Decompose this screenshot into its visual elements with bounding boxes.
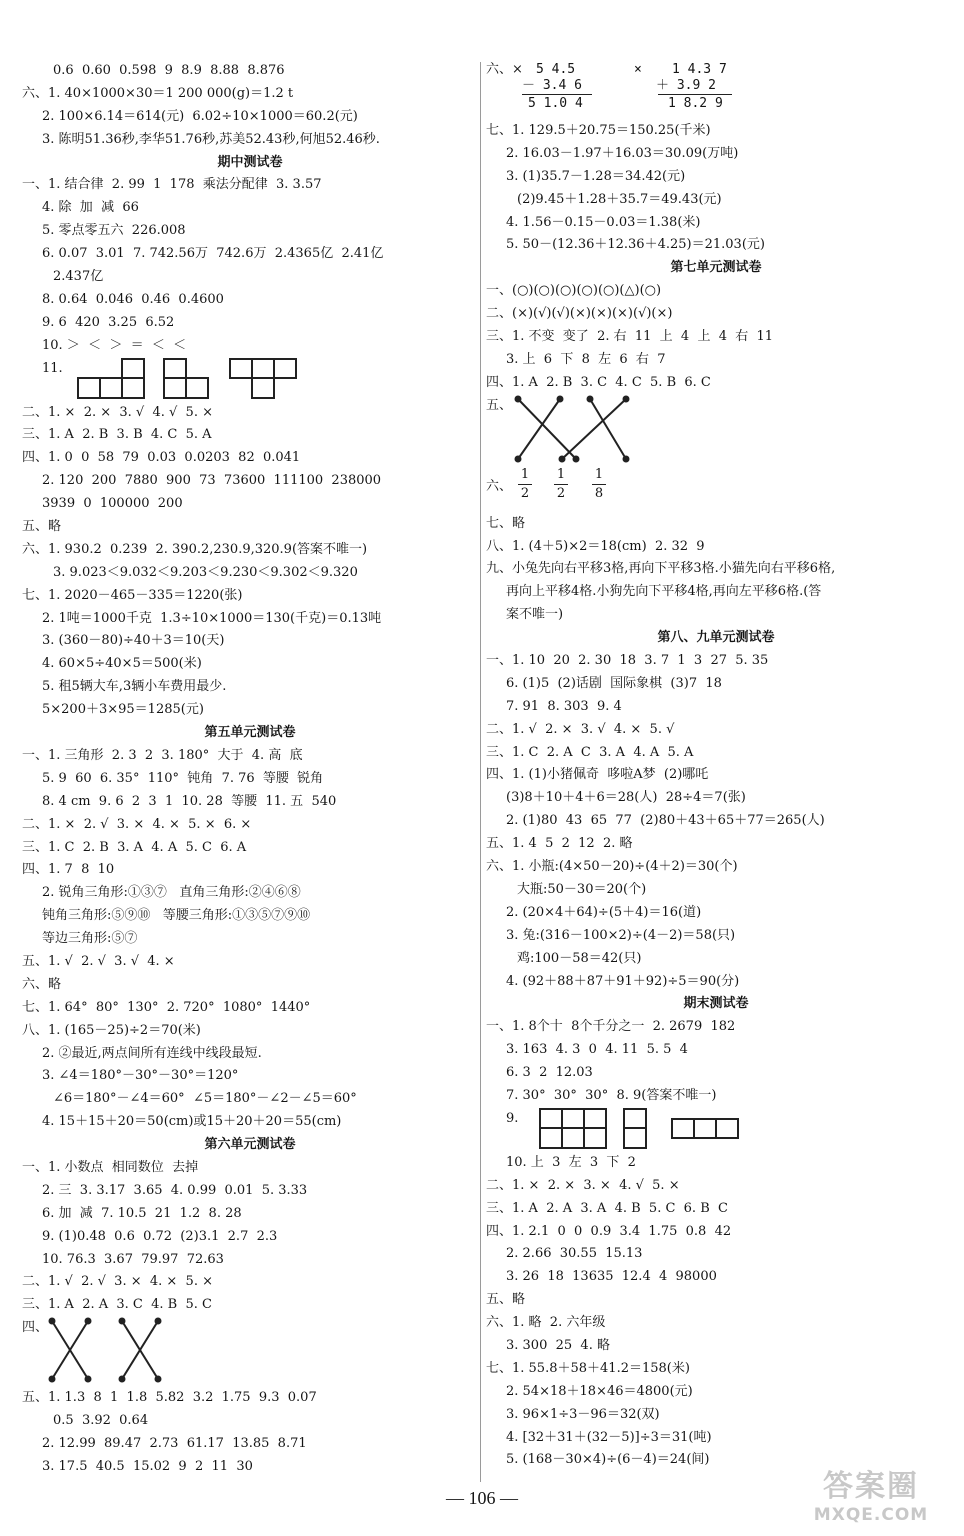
answer-line: 二、1. × 2. √ 3. × 4. × 5. × 6. ×: [22, 816, 252, 832]
fraction-denominator: 2: [520, 485, 530, 501]
calc-a-line2: － 3.4 6: [522, 78, 582, 93]
matching-lines-figure: [486, 395, 946, 465]
answer-line: 七、1. 64° 80° 130° 2. 720° 1080° 1440°: [22, 999, 311, 1015]
answer-line: 4. (92＋88＋87＋91＋92)÷5＝90(分): [506, 973, 740, 989]
fraction-3: [592, 467, 606, 502]
page-number: — 106 —: [446, 1488, 518, 1508]
answer-line: ∠6＝180°－∠4＝60° ∠5＝180°－∠2－∠5＝60°: [53, 1091, 357, 1107]
answer-line: 九、小兔先向右平移3格,再向下平移3格.小猫先向右平移6格,: [486, 561, 836, 577]
answer-line: 二、1. √ 2. √ 3. × 4. × 5. ×: [22, 1274, 213, 1290]
answer-line: 2. (1)80 43 65 77 (2)80＋43＋65＋77＝265(人): [506, 813, 825, 829]
answer-line: 鸡:100－58＝42(只): [517, 950, 642, 966]
answer-line: 10. ＞ ＜ ＞ ＝ ＜ ＜: [42, 337, 187, 353]
answer-line: 2. 三 3. 3.17 3.65 4. 0.99 0.01 5. 3.33: [42, 1182, 308, 1198]
figure-label: 六、: [486, 478, 513, 494]
answer-line: 二、1. × 2. × 3. √ 4. √ 5. ×: [22, 404, 213, 420]
answer-line: 6. 0.07 3.01 7. 742.56万 742.6万 2.4365亿 2.41亿: [42, 246, 384, 262]
fraction-numerator: 1: [520, 466, 530, 482]
calc-b-line2: ＋ 3.9 2: [656, 78, 716, 93]
answer-line: 6. (1)5 (2)话剧 国际象棋 (3)7 18: [506, 675, 722, 691]
answer-line: 9. 6 420 3.25 6.52: [42, 314, 175, 330]
answer-line: 3. 兔:(316－100×2)÷(4－2)＝58(只): [506, 927, 736, 943]
answer-line: 五、略: [486, 1292, 526, 1308]
answer-line: 3. (360－80)÷40＋3＝10(天): [42, 633, 225, 649]
answer-line: 3. ∠4＝180°－30°－30°＝120°: [42, 1068, 239, 1084]
answer-line: 2. 12.99 89.47 2.73 61.17 13.85 8.71: [42, 1435, 307, 1451]
answer-line: 五、1. √ 2. √ 3. √ 4. ×: [22, 953, 175, 969]
matching-lines-figure: [22, 1317, 478, 1387]
answer-line: 8. 0.64 0.046 0.46 0.4600: [42, 291, 224, 307]
vertical-calculation: [486, 60, 946, 120]
answer-line: 五、1. 1.3 8 1 1.8 5.82 3.2 1.75 9.3 0.07: [22, 1390, 317, 1406]
answer-line: 3. 陈明51.36秒,李华51.76秒,苏美52.43秒,何旭52.46秒.: [42, 131, 380, 147]
answer-line: 7. 30° 30° 30° 8. 9(答案不唯一): [506, 1087, 717, 1103]
view-figure-3: [670, 1108, 742, 1150]
answer-line: 三、1. C 2. B 3. A 4. A 5. C 6. A: [22, 839, 247, 855]
fraction-2: [554, 467, 568, 502]
answer-line: 2. 16.03－1.97＋16.03＝30.09(万吨): [506, 145, 739, 161]
answer-line: 一、1. 三角形 2. 3 2 3. 180° 大于 4. 高 底: [22, 747, 303, 763]
calc-b-line3: 1 8.2 9: [668, 96, 723, 111]
view-figure-3: [228, 358, 300, 400]
answer-line: 大瓶:50－30＝20(个): [517, 881, 647, 897]
answer-line: 2. ②最近,两点间所有连线中线段最短.: [42, 1045, 262, 1061]
answer-line: 5. 租5辆大车,3辆小车费用最少.: [42, 679, 227, 695]
calc-a-line1: 5 4.5: [536, 62, 576, 77]
answer-line: 5. 9 60 6. 35° 110° 钝角 7. 76 等腰 锐角: [42, 770, 324, 786]
section-heading-unit5: 第五单元测试卷: [204, 725, 296, 741]
answer-line: 二、(×)(√)(√)(×)(×)(×)(√)(×): [486, 306, 673, 322]
answer-line: 2. 54×18＋18×46＝4800(元): [506, 1383, 693, 1399]
answer-line: 等边三角形:⑤⑦: [42, 931, 138, 947]
answer-line: 七、略: [486, 515, 526, 531]
answer-line: 三、1. C 2. A C 3. A 4. A 5. A: [486, 744, 694, 760]
answer-line: 三、1. A 2. A 3. A 4. B 5. C 6. B C: [486, 1200, 728, 1216]
crossing-lines-diagram: [44, 1317, 184, 1385]
answer-line: 3. 96×1÷3－96＝32(双): [506, 1406, 660, 1422]
cube-view-figures: [486, 1108, 946, 1152]
answer-line: 3. 300 25 4. 略: [506, 1337, 610, 1353]
answer-line: 5. 零点零五六 226.008: [42, 223, 186, 239]
left-column: [22, 60, 478, 1479]
answer-line: (3)8＋10＋4＋6＝28(人) 28÷4＝7(张): [506, 790, 746, 806]
answer-line: 2.437亿: [53, 269, 104, 285]
section-heading-unit7: 第七单元测试卷: [670, 260, 762, 276]
answer-line: 3. 26 18 13635 12.4 4 98000: [506, 1269, 717, 1285]
crossing-lines-diagram: [510, 395, 640, 465]
answer-line: 三、1. 不变 变了 2. 右 11 上 4 上 4 右 11: [486, 329, 774, 345]
calc-b-line1: 1 4.3 7: [672, 62, 727, 77]
answer-line: 0.6 0.60 0.598 9 8.9 8.88 8.876: [53, 63, 285, 78]
answer-line: 3. 9.023＜9.032＜9.203＜9.230＜9.302＜9.320: [53, 564, 358, 580]
right-column: [486, 60, 946, 1472]
answer-line: 3. 163 4. 3 0 4. 11 5. 5 4: [506, 1042, 688, 1058]
view-figure-2: [622, 1108, 648, 1150]
answer-line: 3. 上 6 下 8 左 6 右 7: [506, 351, 666, 367]
section-heading-unit6: 第六单元测试卷: [204, 1137, 296, 1153]
answer-line: 五、1. 4 5 2 12 2. 略: [486, 836, 633, 852]
answer-line: 一、1. 结合律 2. 99 1 178 乘法分配律 3. 3.57: [22, 177, 322, 193]
answer-line: 2. 100×6.14＝614(元) 6.02÷10×1000＝60.2(元): [42, 108, 358, 124]
answer-line: 六、1. 略 2. 六年级: [486, 1315, 606, 1331]
answer-line: (2)9.45＋1.28＋35.7＝49.43(元): [517, 191, 722, 207]
answer-line: 3. (1)35.7－1.28＝34.42(元): [506, 168, 686, 184]
answer-line: 七、1. 55.8＋58＋41.2＝158(米): [486, 1360, 690, 1376]
cube-view-figures: [22, 358, 478, 402]
answer-line: 6. 3 2 12.03: [506, 1065, 593, 1081]
figure-label: 四、: [22, 1320, 49, 1336]
answer-line: 10. 76.3 3.67 79.97 72.63: [42, 1251, 224, 1267]
answer-line: 10. 上 3 左 3 下 2: [506, 1154, 636, 1170]
vertical-label: 六、×: [486, 62, 523, 77]
figure-label: 五、: [486, 397, 513, 413]
section-heading-midterm: 期中测试卷: [217, 154, 283, 170]
answer-line: 2. 锐角三角形:①③⑦ 直角三角形:②④⑥⑧: [42, 885, 301, 901]
answer-line: 五、略: [22, 519, 62, 535]
fraction-denominator: 8: [594, 485, 604, 501]
answer-line: 一、1. 8个十 8个千分之一 2. 2679 182: [486, 1019, 736, 1035]
calc-b-mark: ×: [634, 62, 642, 77]
figure-label: 11.: [42, 360, 63, 376]
answer-line: 6. 加 减 7. 10.5 21 1.2 8. 28: [42, 1205, 242, 1221]
section-heading-unit89: 第八、九单元测试卷: [657, 630, 775, 646]
answer-line: 二、1. × 2. × 3. × 4. √ 5. ×: [486, 1177, 680, 1193]
answer-line: 六、1. 930.2 0.239 2. 390.2,230.9,320.9(答案不唯一): [22, 541, 368, 557]
column-divider: [480, 62, 481, 1482]
answer-line: 八、1. (165－25)÷2＝70(米): [22, 1022, 201, 1038]
fraction-numerator: 1: [556, 466, 566, 482]
answer-line: 0.5 3.92 0.64: [53, 1413, 149, 1429]
answer-line: 一、1. 小数点 相同数位 去掉: [22, 1159, 199, 1175]
answer-line: 3939 0 100000 200: [42, 496, 183, 512]
answer-line: 六、1. 40×1000×30＝1 200 000(g)＝1.2 t: [22, 85, 294, 101]
answer-line: 四、1. (1)小猪佩奇 哆啦A梦 (2)哪吒: [486, 767, 709, 783]
figure-label: 9.: [506, 1110, 519, 1126]
answer-line: 4. 1.56－0.15－0.03＝1.38(米): [506, 214, 701, 230]
answer-line: 案不唯一): [506, 607, 564, 623]
answer-line: 四、1. A 2. B 3. C 4. C 5. B 6. C: [486, 374, 711, 390]
answer-line: 7. 91 8. 303 9. 4: [506, 698, 622, 714]
answer-line: 8. 4 cm 9. 6 2 3 1 10. 28 等腰 11. 五 540: [42, 793, 337, 809]
answer-line: 七、1. 129.5＋20.75＝150.25(千米): [486, 123, 711, 138]
answer-line: 2. 2.66 30.55 15.13: [506, 1246, 643, 1262]
view-figure-1: [538, 1108, 610, 1150]
answer-line: 二、1. √ 2. × 3. √ 4. × 5. √: [486, 721, 675, 737]
answer-line: 一、(○)(○)(○)(○)(○)(△)(○): [486, 283, 662, 299]
answer-line: 三、1. A 2. A 3. C 4. B 5. C: [22, 1297, 212, 1313]
view-figure-1: [76, 358, 148, 400]
answer-line: 六、1. 小瓶:(4×50－20)÷(4＋2)＝30(个): [486, 859, 738, 875]
calc-b-rule: [658, 94, 732, 95]
answer-line: 3. 17.5 40.5 15.02 9 2 11 30: [42, 1458, 253, 1474]
watermark-domain: MXQE.COM: [813, 1505, 929, 1525]
answer-line: 再向上平移4格.小狗先向下平移4格,再向左平移6格.(答: [506, 584, 822, 600]
answer-line: 5. (168－30×4)÷(6－4)＝24(间): [506, 1452, 710, 1468]
fraction-1: [518, 467, 532, 502]
answer-line: 4. 60×5÷40×5＝500(米): [42, 656, 202, 672]
calc-a-line3: 5 1.0 4: [528, 96, 583, 111]
calc-a-rule: [522, 94, 592, 95]
answer-line: 八、1. (4＋5)×2＝18(cm) 2. 32 9: [486, 538, 705, 554]
answer-line: 七、1. 2020－465－335＝1220(张): [22, 587, 243, 603]
answer-line: 4. 除 加 减 66: [42, 200, 139, 216]
answer-line: 一、1. 10 20 2. 30 18 3. 7 1 3 27 5. 35: [486, 653, 769, 669]
answer-line: 四、1. 0 0 58 79 0.03 0.0203 82 0.041: [22, 450, 301, 466]
fraction-numerator: 1: [594, 466, 604, 482]
answer-line: 四、1. 7 8 10: [22, 862, 115, 878]
answer-line: 2. 120 200 7880 900 73 73600 111100 238000: [42, 473, 382, 489]
answer-line: 2. (20×4＋64)÷(5＋4)＝16(道): [506, 904, 702, 920]
answer-line: 4. 15＋15＋20＝50(cm)或15＋20＋20＝55(cm): [42, 1114, 342, 1130]
answer-line: 三、1. A 2. B 3. B 4. C 5. A: [22, 427, 212, 443]
answer-line: 4. [32＋31＋(32－5)]÷3＝31(吨): [506, 1429, 712, 1445]
answer-line: 5×200＋3×95＝1285(元): [42, 702, 204, 718]
answer-line: 2. 1吨＝1000千克 1.3÷10×1000＝130(千克)＝0.13吨: [42, 610, 382, 626]
answer-line: 9. (1)0.48 0.6 0.72 (2)3.1 2.7 2.3: [42, 1228, 278, 1244]
answer-line: 钝角三角形:⑤⑨⑩ 等腰三角形:①③⑤⑦⑨⑩: [42, 908, 311, 924]
answer-line: 5. 50－(12.36＋12.36＋4.25)＝21.03(元): [506, 237, 765, 253]
answer-line: 六、略: [22, 976, 62, 992]
section-heading-final: 期末测试卷: [683, 996, 749, 1012]
watermark-logo-text: 答案圈: [823, 1469, 919, 1504]
fraction-denominator: 2: [556, 485, 566, 501]
answer-line: 四、1. 2.1 0 0 0.9 3.4 1.75 0.8 42: [486, 1223, 732, 1239]
site-watermark: [786, 1470, 956, 1532]
view-figure-2: [162, 358, 212, 400]
fraction-answers: [486, 465, 946, 513]
